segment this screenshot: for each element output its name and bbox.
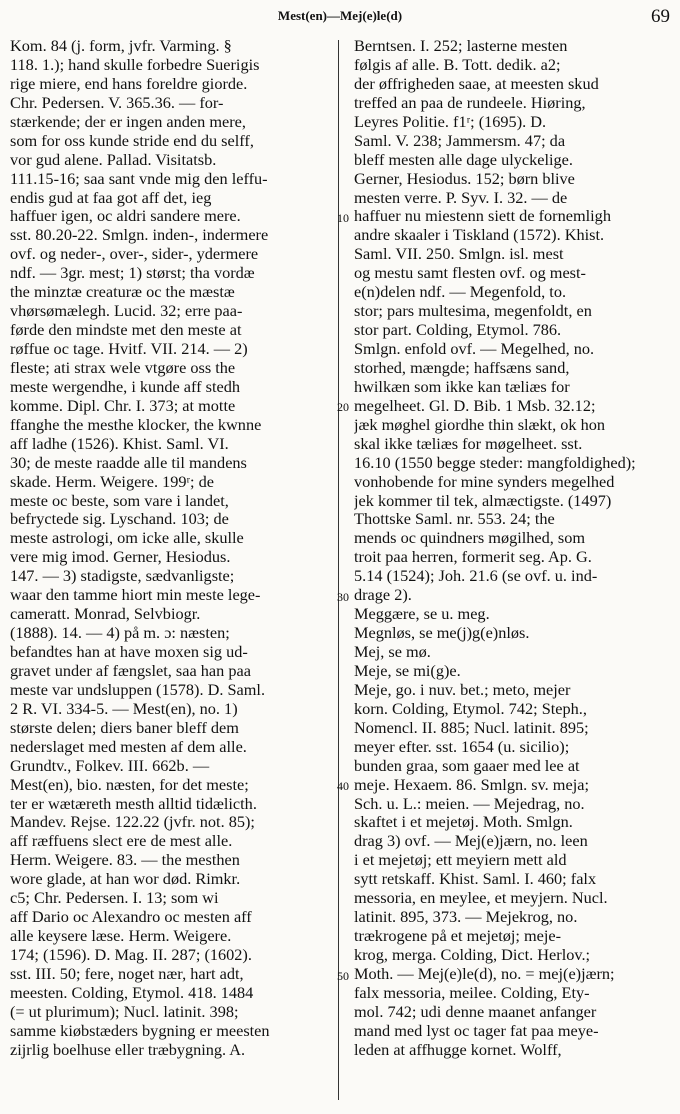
text-line: sst. III. 50; fere, noget nær, hart adt, <box>10 964 244 983</box>
text-line: Gerner, Hesiodus. 152; børn blive <box>354 169 575 188</box>
text-line: 174; (1596). D. Mag. II. 287; (1602). <box>10 946 252 964</box>
text-line: zijrlig boelhuse eller træbygning. A. <box>10 1040 246 1059</box>
text-line: 147. — 3) stadigste, sædvanligste; <box>10 567 235 586</box>
page-number: 69 <box>651 6 670 27</box>
text-line: vhørsømælegh. Lucid. 32; erre paa- <box>10 302 243 321</box>
text-line: cameratt. Monrad, Selvbiogr. <box>10 605 201 624</box>
text-line: mesten verre. P. Syv. I. 32. — de <box>354 188 568 207</box>
text-line: følgis af alle. B. Tott. dedik. a2; <box>354 55 561 74</box>
text-line: der øffrigheden saae, at meesten skud <box>354 74 599 93</box>
text-line: komme. Dipl. Chr. I. 373; at motte <box>10 396 236 415</box>
text-line: 5.14 (1524); Joh. 21.6 (se ovf. u. ind- <box>354 567 598 586</box>
text-line: sst. 80.20-22. Smlgn. inden-, indermere <box>10 226 269 245</box>
text-line: Megnløs, se me(j)g(e)nløs. <box>354 624 530 643</box>
text-line: troit paa herren, formerit seg. Ap. G. <box>354 548 592 567</box>
text-line: meje. Hexaem. 86. Smlgn. sv. meja; <box>354 775 589 794</box>
text-line: Meggære, se u. meg. <box>354 605 490 624</box>
text-line: Berntsen. I. 252; lasterne mesten <box>354 37 568 55</box>
line-number: 10 <box>337 210 349 225</box>
text-line: samme kiøbstæders bygning er meesten <box>10 1021 270 1040</box>
text-line: andre skaaler i Tiskland (1572). Khist. <box>354 226 605 245</box>
text-line: meste wergendhe, i kunde aff stedh <box>10 377 240 396</box>
text-line: waar den tamme hiort min meste lege- <box>10 586 261 605</box>
text-line: the minztæ creaturæ oc the mæstæ <box>10 283 235 302</box>
text-line: rige miere, end hans foreldre giorde. <box>10 74 248 93</box>
line-number: 50 <box>337 968 349 983</box>
text-line: skal ikke tæliæs for møgelheet. sst. <box>354 434 583 453</box>
text-line: drag 3) ovf. — Mej(e)jærn, no. leen <box>354 832 588 851</box>
text-line: Grundtv., Folkev. III. 662b. — <box>10 756 210 775</box>
text-line: største delen; diers baner bleff dem <box>10 718 239 737</box>
text-line: trækrogene på et mejetøj; meje- <box>354 927 562 946</box>
text-line: aff ræffuens slect ere de mest alle. <box>10 832 233 851</box>
text-line: storhed, mængde; haffsæns sand, <box>354 358 570 377</box>
text-line: Mest(en), bio. næsten, for det meste; <box>10 775 249 794</box>
text-line: alle keysere læse. Herm. Weigere. <box>10 927 232 946</box>
text-line: treffed an paa de rundeele. Hiøring, <box>354 93 586 112</box>
text-line: befryctede sig. Lyschand. 103; de <box>10 510 229 529</box>
text-line: stor part. Colding, Etymol. 786. <box>354 321 562 340</box>
text-line: skade. Herm. Weigere. 199ʳ; de <box>10 472 215 491</box>
text-line: Moth. — Mej(e)le(d), no. = mej(e)jærn; <box>354 964 615 983</box>
text-line: vor gud alene. Pallad. Visitatsb. <box>10 150 217 169</box>
text-line: Saml. VII. 250. Smlgn. isl. mest <box>354 245 564 264</box>
text-line: vonhobende for mine synders megelhed <box>354 472 615 491</box>
text-line: e(n)delen ndf. — Megenfold, to. <box>354 283 567 302</box>
text-line: sytt retskaff. Khist. Saml. I. 460; falx <box>354 870 597 889</box>
text-line: førde den mindste met den meste at <box>10 321 242 340</box>
text-line: bleff mesten alle dage ulyckelige. <box>354 150 573 169</box>
text-line: Chr. Pedersen. V. 365.36. — for- <box>10 93 224 112</box>
text-line: 2 R. VI. 334-5. — Mest(en), no. 1) <box>10 699 238 718</box>
text-line: befandtes han at have moxen sig ud- <box>10 643 248 661</box>
text-line: Herm. Weigere. 83. — the mesthen <box>10 851 240 870</box>
text-line: og mestu samt flesten ovf. og mest- <box>354 264 586 283</box>
text-line: Nomencl. II. 885; Nucl. latinit. 895; <box>354 718 589 737</box>
running-title: Mest(en)—Mej(e)le(d) <box>277 8 403 23</box>
text-line: endis gud at faa got aff det, ieg <box>10 188 212 207</box>
text-line: Leyres Politie. f1ʳ; (1695). D. <box>354 112 547 131</box>
text-line: vere mig imod. Gerner, Hesiodus. <box>10 548 231 567</box>
text-line: jæk møghel giordhe thin slækt, ok hon <box>354 415 605 434</box>
left-column <box>10 37 328 1060</box>
text-line: megelheet. Gl. D. Bib. 1 Msb. 32.12; <box>354 396 596 415</box>
text-line: drage 2). <box>354 586 412 605</box>
text-line: stærkende; der er ingen anden mere, <box>10 112 246 131</box>
text-line: haffuer igen, oc aldri sandere mere. <box>10 207 241 226</box>
text-line: meste var undsluppen (1578). D. Saml. <box>10 680 266 699</box>
text-line: mol. 742; udi denne maanet anfanger <box>354 1002 597 1021</box>
text-line: meste oc beste, som vare i landet, <box>10 491 229 510</box>
text-line: meesten. Colding, Etymol. 418. 1484 <box>10 983 254 1002</box>
text-line: Thottske Saml. nr. 553. 24; the <box>354 510 555 529</box>
text-line: (1888). 14. — 4) på m. ɔ: næsten; <box>10 624 230 643</box>
text-line: ffanghe the mesthe klocker, the kwnne <box>10 415 262 434</box>
text-line: mand med lyst oc tager fat paa meye- <box>354 1021 599 1040</box>
text-line: nederslaget med mesten af dem alle. <box>10 737 247 756</box>
text-line: 16.10 (1550 begge steder: mangfoldighed); <box>354 453 636 472</box>
text-line: Kom. 84 (j. form, jvfr. Varming. § <box>10 37 232 55</box>
text-line: jek kommer til tek, almæctigste. (1497) <box>354 491 612 510</box>
text-line: korn. Colding, Etymol. 742; Steph., <box>354 699 587 718</box>
text-line: røffue oc tage. Hvitf. VII. 214. — 2) <box>10 340 248 358</box>
text-line: Smlgn. enfold ovf. — Megelhed, no. <box>354 340 595 358</box>
column-divider <box>338 40 339 1100</box>
text-line: fleste; ati strax wele vtgøre oss the <box>10 358 236 377</box>
text-line: i et mejetøj; ett meyiern mett ald <box>354 851 567 870</box>
text-line: meyer efter. sst. 1654 (u. sicilio); <box>354 737 570 756</box>
text-line: meste astrologi, om icke alle, skulle <box>10 529 244 548</box>
text-line: c5; Chr. Pedersen. I. 13; som wi <box>10 889 219 908</box>
text-line: ovf. og neder-, over-, sider-, ydermere <box>10 245 259 264</box>
text-line: aff ladhe (1526). Khist. Saml. VI. <box>10 434 229 453</box>
text-line: gravet under af fængslet, saa han paa <box>10 661 251 680</box>
line-number: 40 <box>337 779 349 794</box>
text-line: mends oc quindners møgilhed, som <box>354 529 586 548</box>
text-line: haffuer nu miestenn siett de fornemligh <box>354 207 611 226</box>
text-line: 111.15-16; saa sant vnde mig den leffu- <box>10 169 268 188</box>
text-line: ndf. — 3gr. mest; 1) størst; tha vordæ <box>10 264 255 283</box>
text-line: Mej, se mø. <box>354 643 431 661</box>
text-line: Meje, go. i nuv. bet.; meto, mejer <box>354 680 571 699</box>
text-line: latinit. 895, 373. — Mejekrog, no. <box>354 908 578 927</box>
text-line: Meje, se mi(g)e. <box>354 661 461 680</box>
text-line: Saml. V. 238; Jammersm. 47; da <box>354 131 566 150</box>
text-line: 118. 1.); hand skulle forbedre Suerigis <box>10 55 260 74</box>
text-line: wore glade, at han wor død. Rimkr. <box>10 870 241 889</box>
text-line: bunden graa, som gaaer med lee at <box>354 756 580 775</box>
text-line: 30; de meste raadde alle til mandens <box>10 453 247 472</box>
text-line: krog, merga. Colding, Dict. Herlov.; <box>354 946 591 964</box>
text-line: falx messoria, meilee. Colding, Ety- <box>354 983 590 1002</box>
line-number: 30 <box>337 589 349 604</box>
text-line: hwilkæn som ikke kan tæliæs for <box>354 377 570 396</box>
text-line: messoria, en meylee, et meyjern. Nucl. <box>354 889 608 908</box>
text-line: Sch. u. L.: meien. — Mejedrag, no. <box>354 794 585 813</box>
text-line: leden at affhugge kornet. Wolff, <box>354 1040 562 1059</box>
text-line: aff Dario oc Alexandro oc mesten aff <box>10 908 252 927</box>
line-number: 20 <box>337 400 349 415</box>
text-line: stor; pars multesima, megenfoldt, en <box>354 302 592 321</box>
text-line: som for oss kunde stride end du selff, <box>10 131 254 150</box>
text-line: Mandev. Rejse. 122.22 (jvfr. not. 85); <box>10 813 255 832</box>
text-line: skaftet i et mejetøj. Moth. Smlgn. <box>354 813 573 832</box>
text-line: ter er wætæreth mesth alltid tidælicth. <box>10 794 257 813</box>
text-line: (= ut plurimum); Nucl. latinit. 398; <box>10 1002 239 1021</box>
page-header <box>0 6 680 28</box>
right-column <box>354 37 672 1060</box>
